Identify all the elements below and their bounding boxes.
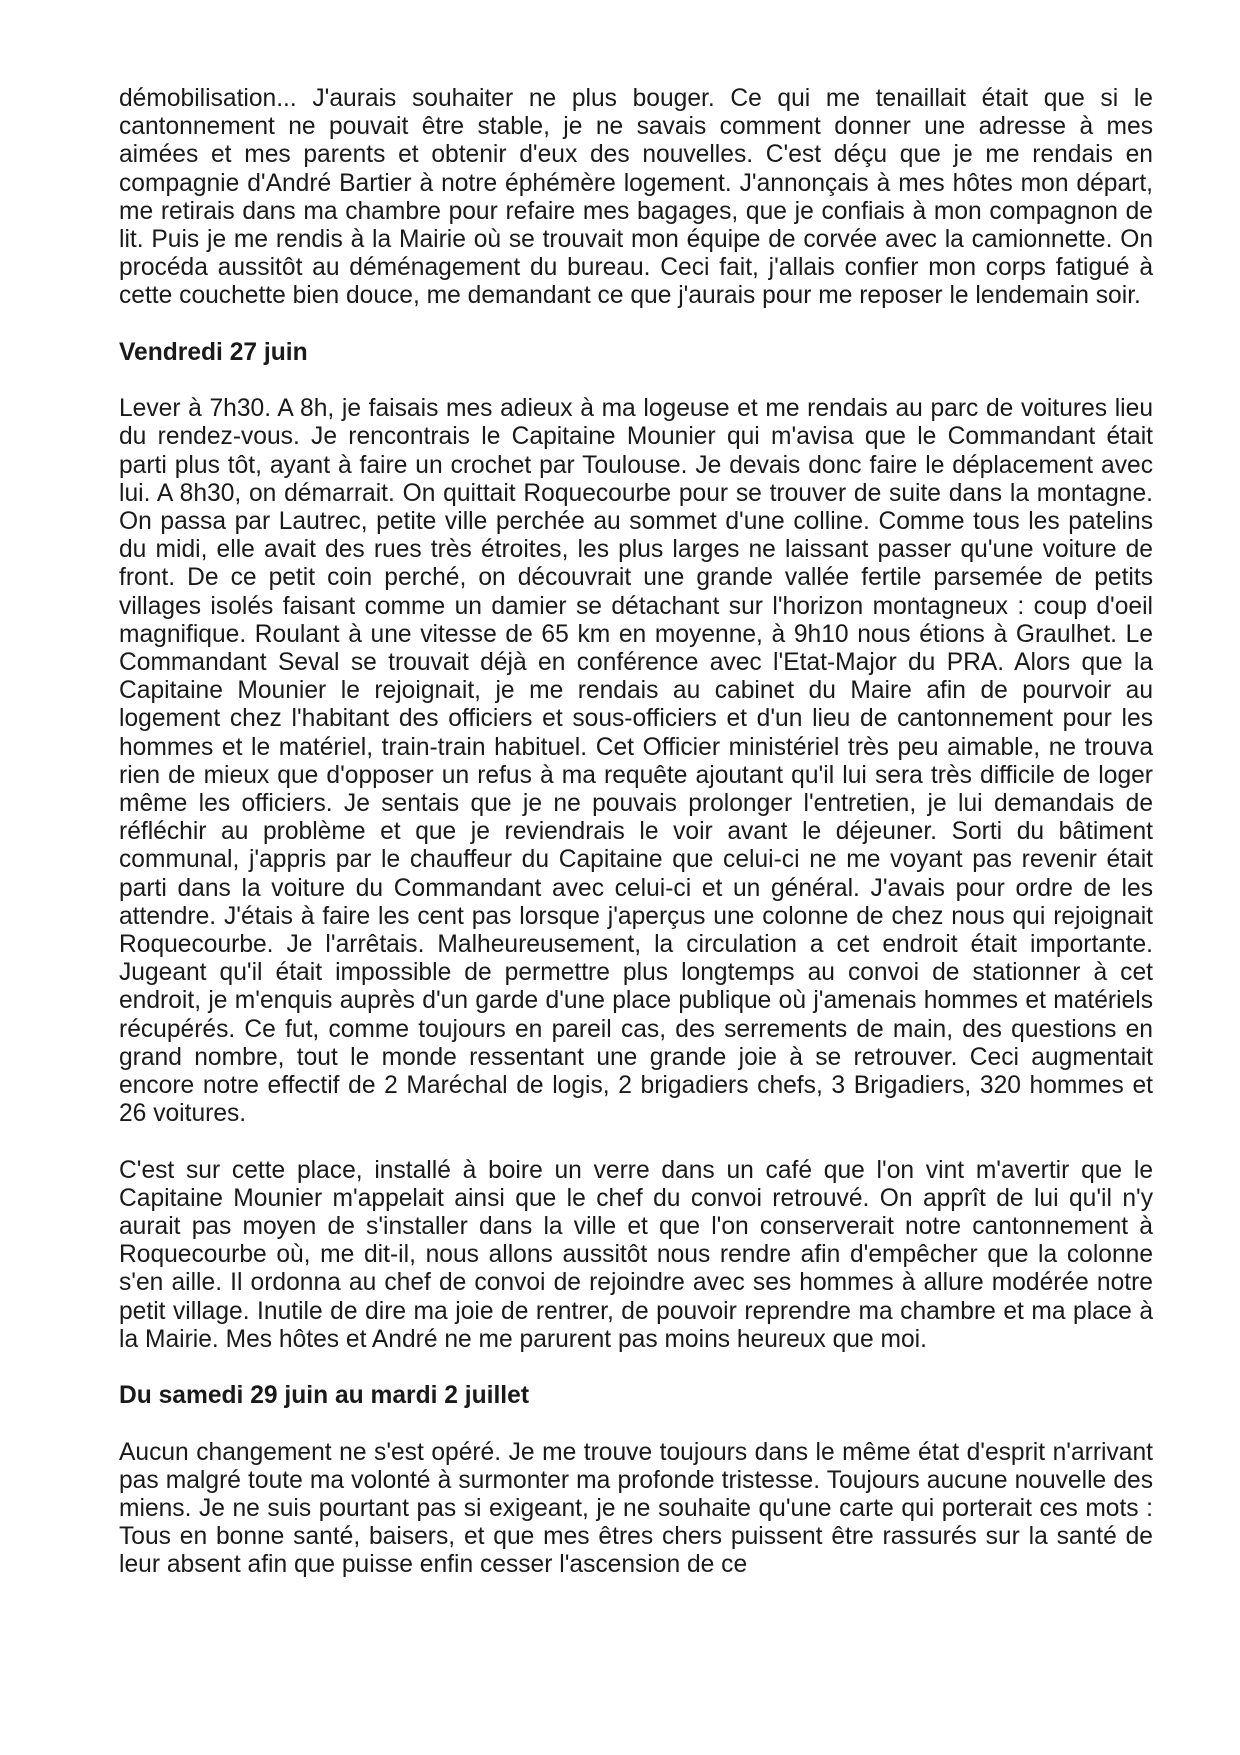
paragraph-demobilisation: démobilisation... J'aurais souhaiter ne plus bouger. Ce qui me tenaillait était que si le cantonnement ne pouvait être stable, je ne savais comment donner une adresse à mes aimées et mes parents et obtenir d'eux des nouvelles. C'est déçu que je me rendais en compagnie d'André Bartier à notre éphémère logement. J'annonçais à mes hôtes mon départ, me retirais dans ma chambre pour refaire mes bagages, que je confiais à mon compagnon de lit. Puis je me rendis à la Mairie où se trouvait mon équipe de corvée avec la camionnette. On procéda aussitôt au déménagement du bureau. Ceci fait, j'allais confier mon corps fatigué à cette couchette bien douce, me demandant ce que j'aurais pour me reposer le lendemain soir. (119, 85, 1153, 310)
paragraph-graulhet: Lever à 7h30. A 8h, je faisais mes adieux à ma logeuse et me rendais au parc de voitures lieu du rendez-vous. Je rencontrais le Capitaine Mounier qui m'avisa que le Commandant était parti plus tôt, ayant à faire un crochet par Toulouse. Je devais donc faire le déplacement avec lui. A 8h30, on démarrait. On quittait Roquecourbe pour se trouver de suite dans la montagne. On passa par Lautrec, petite ville perchée au sommet d'une colline. Comme tous les patelins du midi, elle avait des rues très étroites, les plus larges ne laissant passer qu'une voiture de front. De ce petit coin perché, on découvrait une grande vallée fertile parsemée de petits villages isolés faisant comme un damier se détachant sur l'horizon montagneux : coup d'oeil magnifique. Roulant à une vitesse de 65 km en moyenne, à 9h10 nous étions à Graulhet. Le Commandant Seval se trouvait déjà en conférence avec l'Etat-Major du PRA. Alors que la Capitaine Mounier le rejoignait, je me rendais au cabinet du Maire afin de pourvoir au logement chez l'habitant des officiers et sous-officiers et d'un lieu de cantonnement pour les hommes et le matériel, train-train habituel. Cet Officier ministériel très peu aimable, ne trouva rien de mieux que d'opposer un refus à ma requête ajoutant qu'il lui sera très difficile de loger même les officiers. Je sentais que je ne pouvais prolonger l'entretien, je lui demandais de réfléchir au problème et que je reviendrais le voir avant le déjeuner. Sorti du bâtiment communal, j'appris par le chauffeur du Capitaine que celui-ci ne me voyant pas revenir était parti dans la voiture du Commandant avec celui-ci et un général. J'avais pour ordre de les attendre. J'étais à faire les cent pas lorsque j'aperçus une colonne de chez nous qui rejoignait Roquecourbe. Je l'arrêtais. Malheureusement, la circulation a cet endroit était importante. Jugeant qu'il était impossible de permettre plus longtemps au convoi de stationner à cet endroit, je m'enquis auprès d'un garde d'une place publique où j'amenais hommes et matériels récupérés. Ce fut, comme toujours en pareil cas, des serrements de main, des questions en grand nombre, tout le monde ressentant une grande joie à se retrouver. Ceci augmentait encore notre effectif de 2 Maréchal de logis, 2 brigadiers chefs, 3 Brigadiers, 320 hommes et 26 voitures. (119, 395, 1153, 1128)
heading-samedi-29-juin: Du samedi 29 juin au mardi 2 juillet (119, 1382, 530, 1410)
paragraph-aucun-changement: Aucun changement ne s'est opéré. Je me trouve toujours dans le même état d'esprit n'arrivant pas malgré toute ma volonté à surmonter ma profonde tristesse. Toujours aucune nouvelle des miens. Je ne suis pourtant pas si exigeant, je ne souhaite qu'une carte qui porterait ces mots : Tous en bonne santé, baisers, et que mes êtres chers puissent être rassurés sur la santé de leur absent afin que puisse enfin cesser l'ascension de ce (119, 1438, 1153, 1579)
heading-vendredi-27-juin: Vendredi 27 juin (119, 338, 308, 366)
paragraph-cafe-place: C'est sur cette place, installé à boire un verre dans un café que l'on vint m'avertir que le Capitaine Mounier m'appelait ainsi que le chef du convoi retrouvé. On apprît de lui qu'il n'y aurait pas moyen de s'installer dans la ville et que l'on conserverait notre cantonnement à Roquecourbe où, me dit-il, nous allons aussitôt nous rendre afin d'empêcher que la colonne s'en aille. Il ordonna au chef de convoi de rejoindre avec ses hommes à allure modérée notre petit village. Inutile de dire ma joie de rentrer, de pouvoir reprendre ma chambre et ma place à la Mairie. Mes hôtes et André ne me parurent pas moins heureux que moi. (119, 1156, 1153, 1353)
document-page (119, 85, 1153, 1608)
